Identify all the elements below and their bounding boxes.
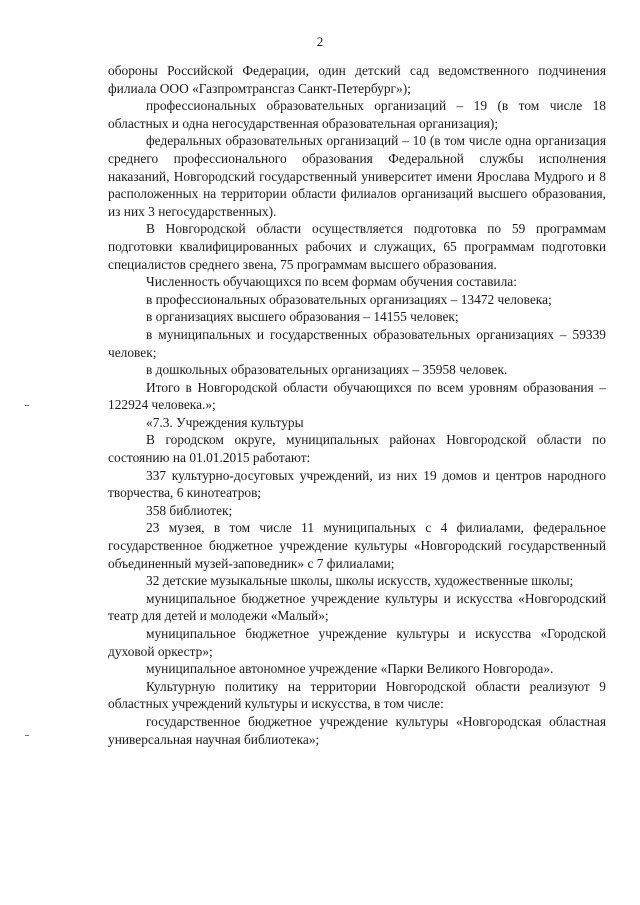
paragraph: Культурную политику на территории Новгородской области реализуют 9 областных учреждений культуры и искусства, в том числе:	[108, 678, 606, 712]
margin-mark	[25, 405, 29, 406]
paragraph: профессиональных образовательных организаций – 19 (в том числе 18 областных и одна негосударственная образовательная организация);	[108, 98, 606, 131]
paragraph: государственное бюджетное учреждение культуры «Новгородская областная универсальная научная библиотека»;	[108, 713, 606, 747]
paragraph: муниципальное бюджетное учреждение культуры и искусства «Городской духовой оркестр»;	[108, 626, 606, 659]
paragraph: обороны Российской Федерации, один детский сад ведомственного подчинения филиала ООО «Газпромтрансгаз Санкт-Петербург»);	[108, 63, 606, 96]
page-number: 2	[316, 34, 324, 49]
paragraph: 358 библиотек;	[146, 502, 233, 518]
paragraph: 23 музея, в том числе 11 муниципальных с 4 филиалами, федеральное государственное бюджетное учреждение культуры «Новгородский государственный объединенный музей-заповедник» с 7 филиалами;	[108, 520, 606, 571]
section-heading: «7.3. Учреждения культуры	[146, 414, 304, 430]
paragraph: 337 культурно-досуговых учреждений, из них 19 домов и центров народного творчества, 6 кинотеатров;	[108, 467, 606, 501]
paragraph: муниципальное бюджетное учреждение культуры и искусства «Новгородский театр для детей и молодежи «Малый»;	[108, 590, 606, 624]
paragraph: муниципальное автономное учреждение «Парки Великого Новгорода».	[146, 661, 554, 677]
paragraph: В городском округе, муниципальных районах Новгородской области по состоянию на 01.01.2015 работают:	[108, 432, 606, 466]
paragraph: в организациях высшего образования – 14155 человек;	[146, 309, 459, 325]
paragraph: в дошкольных образовательных организациях – 35958 человек.	[146, 362, 508, 378]
paragraph: Численность обучающихся по всем формам обучения составила:	[146, 274, 517, 290]
paragraph: В Новгородской области осуществляется подготовка по 59 программам подготовки квалифицированных рабочих и служащих, 65 программам подготовки специалистов среднего звена, 75 программам высшего образования.	[108, 221, 606, 272]
body-text	[108, 62, 606, 748]
paragraph: в профессиональных образовательных организациях – 13472 человека;	[146, 291, 552, 307]
margin-mark	[25, 735, 29, 736]
paragraph: 32 детские музыкальные школы, школы искусств, художественные школы;	[146, 573, 574, 589]
paragraph: Итого в Новгородской области обучающихся по всем уровням образования – 122924 человека.»;	[108, 379, 606, 413]
paragraph: в муниципальных и государственных образовательных организациях – 59339 человек;	[108, 326, 606, 360]
paragraph: федеральных образовательных организаций – 10 (в том числе одна организация среднего профессионального образования Федеральной службы исполнения наказаний, Новгородский государственный университет имени Ярослава Мудрого и 8 расположенных на территории области филиалов организаций высшего образования, из них 3 негосударственных).	[108, 133, 606, 219]
